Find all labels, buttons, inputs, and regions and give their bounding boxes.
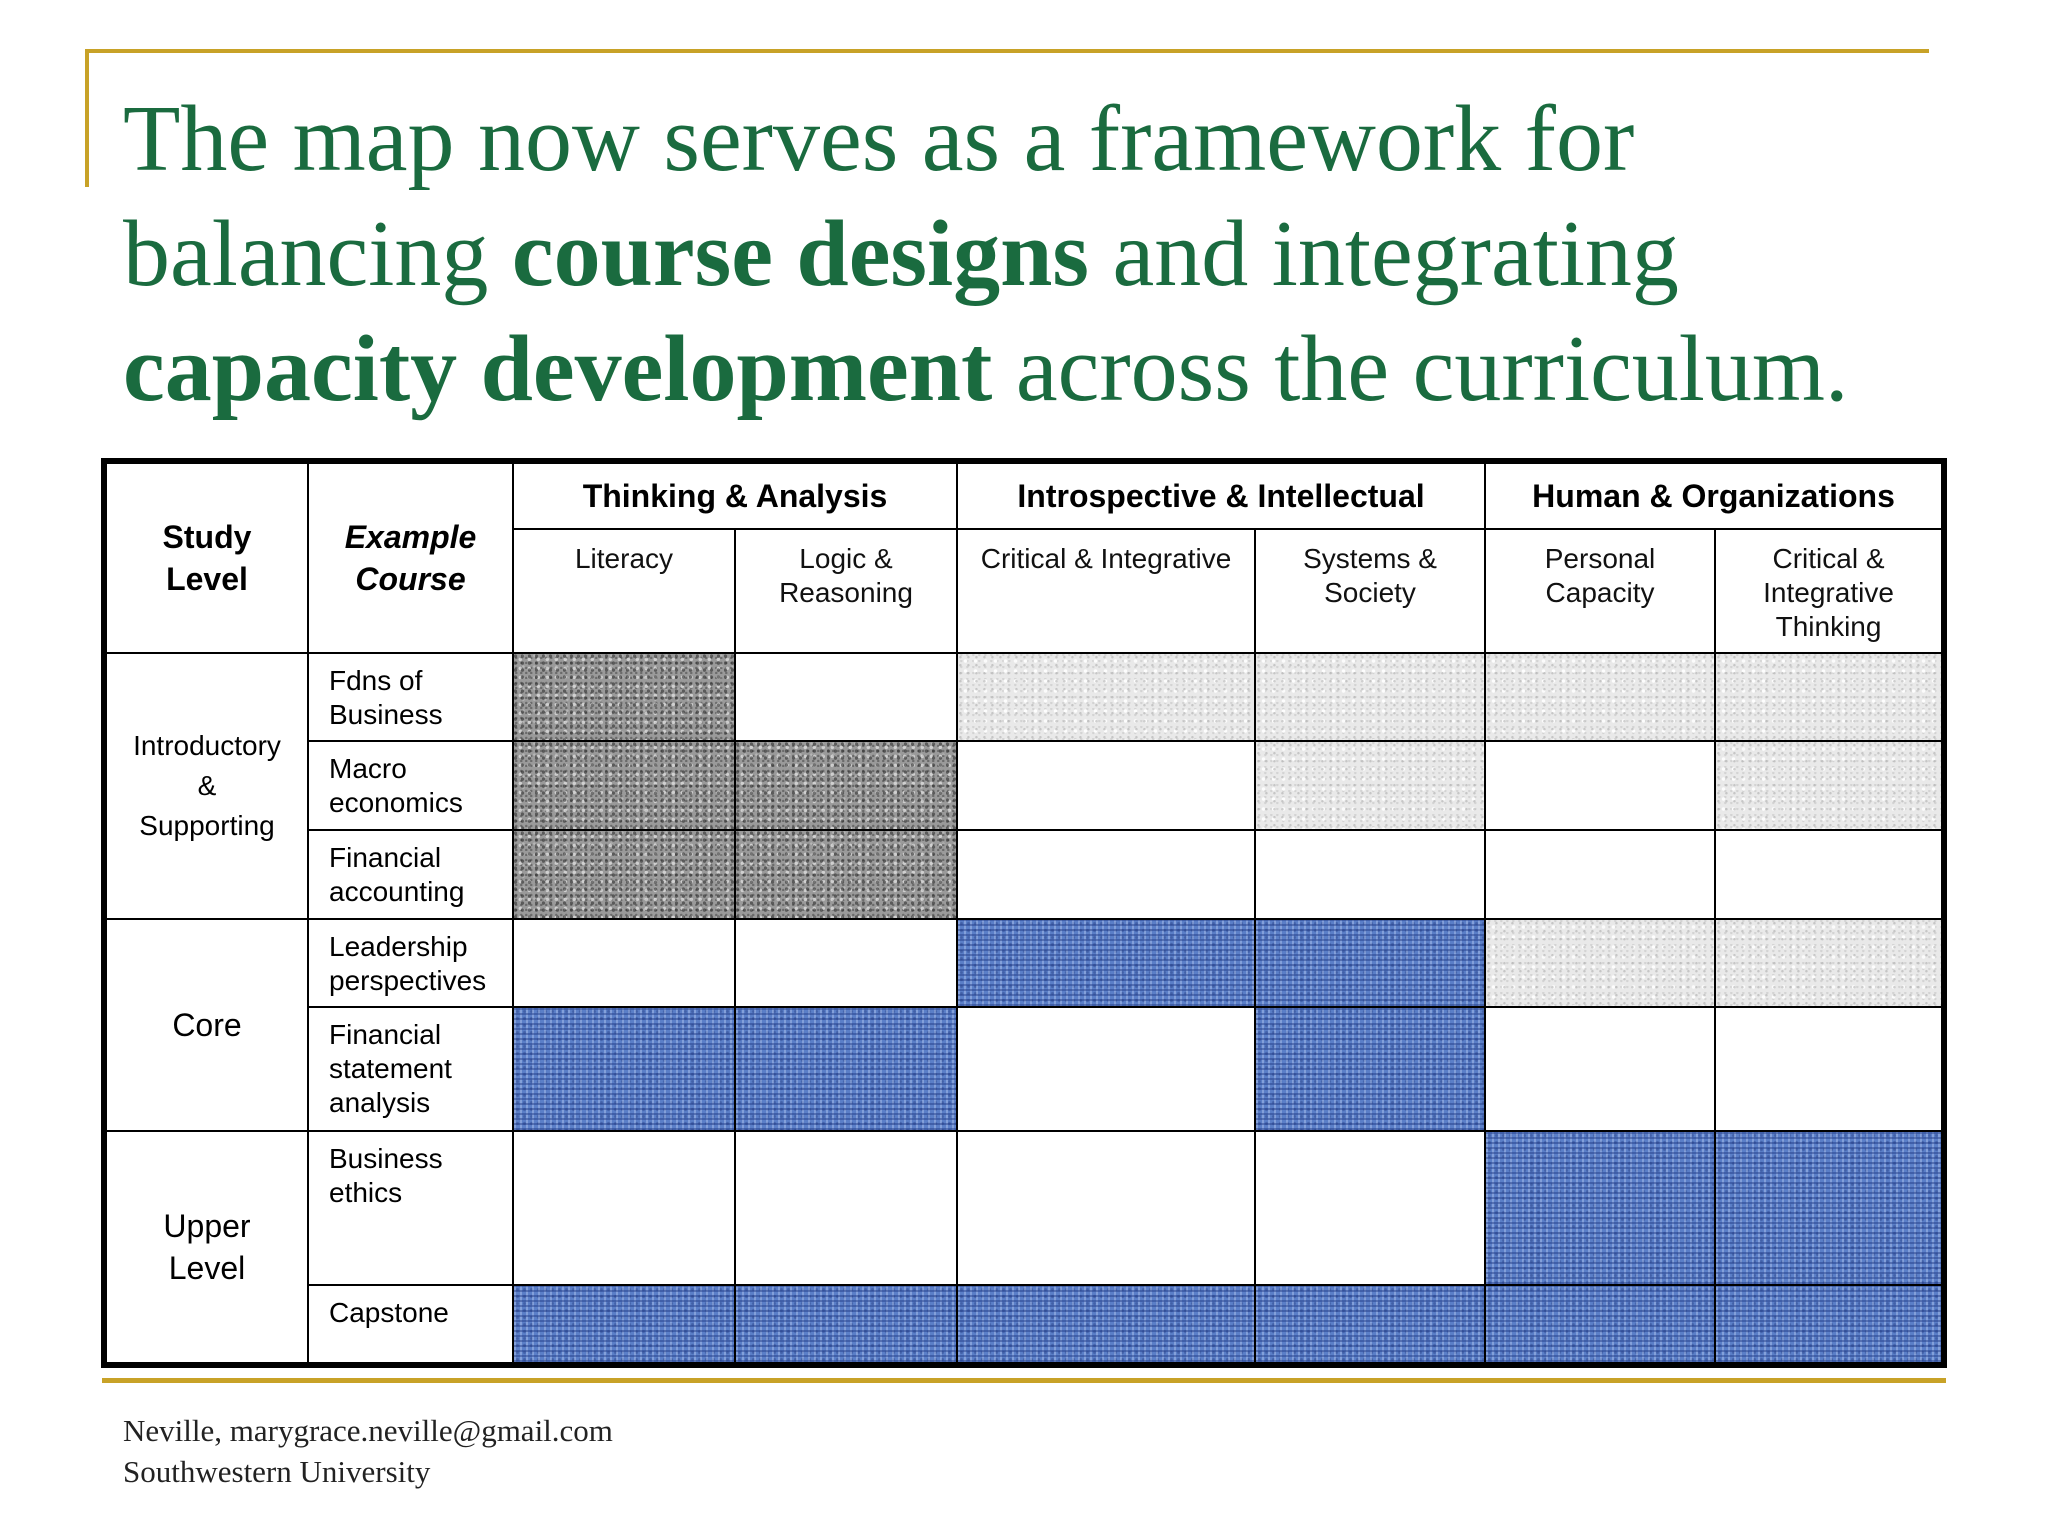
- map-cell-blue: [1715, 1285, 1944, 1365]
- group-thinking-analysis: Thinking & Analysis: [513, 461, 957, 529]
- level-upper: Upper Level: [104, 1131, 308, 1365]
- map-cell-empty: [1715, 830, 1944, 919]
- map-cell-blue: [735, 1007, 957, 1131]
- map-cell-empty: [735, 653, 957, 741]
- sub-logic-reasoning: Logic & Reasoning: [735, 529, 957, 653]
- course-financial-accounting: Financial accounting: [308, 830, 513, 919]
- map-cell-empty: [1485, 830, 1715, 919]
- table-row: [104, 1131, 1944, 1285]
- sub-critical-integrative: Critical & Integrative: [957, 529, 1255, 653]
- curriculum-map-table: [101, 458, 1947, 1368]
- map-cell-gray: [513, 830, 735, 919]
- title-line-1: The map now serves as a framework for: [123, 87, 1635, 191]
- course-financial-statement-analysis: Financial statement analysis: [308, 1007, 513, 1131]
- level-core: Core: [104, 919, 308, 1131]
- map-cell-light: [1485, 653, 1715, 741]
- course-business-ethics: Business ethics: [308, 1131, 513, 1285]
- top-gold-rule: [85, 49, 1929, 53]
- map-cell-gray: [513, 653, 735, 741]
- map-cell-blue: [1255, 1007, 1485, 1131]
- title-line-2-post: and integrating: [1089, 202, 1679, 306]
- footer-author: Neville, marygrace.neville@gmail.com: [123, 1413, 613, 1448]
- table-row: [104, 741, 1944, 829]
- map-cell-light: [1485, 919, 1715, 1007]
- sub-critical-integrative-thinking: Critical & Integrative Thinking: [1715, 529, 1944, 653]
- header-example-course: Example Course: [308, 461, 513, 653]
- map-cell-light: [1715, 919, 1944, 1007]
- map-cell-empty: [1255, 830, 1485, 919]
- table-row: [104, 1007, 1944, 1131]
- title-line-2: [123, 197, 1983, 312]
- title-line-2-pre: balancing: [123, 202, 512, 306]
- group-introspective-intellectual: Introspective & Intellectual: [957, 461, 1485, 529]
- map-cell-empty: [957, 1007, 1255, 1131]
- map-cell-empty: [1255, 1131, 1485, 1285]
- map-cell-blue: [1715, 1131, 1944, 1285]
- course-leadership-perspectives: Leadership perspectives: [308, 919, 513, 1007]
- map-cell-gray: [735, 741, 957, 829]
- map-cell-empty: [957, 830, 1255, 919]
- sub-systems-society: Systems & Society: [1255, 529, 1485, 653]
- table-row: [104, 830, 1944, 919]
- map-cell-empty: [513, 919, 735, 1007]
- map-cell-empty: [1485, 1007, 1715, 1131]
- footer-credit: [123, 1410, 613, 1492]
- sub-personal-capacity: Personal Capacity: [1485, 529, 1715, 653]
- map-cell-blue: [1485, 1285, 1715, 1365]
- map-cell-light: [1255, 653, 1485, 741]
- map-cell-blue: [1485, 1131, 1715, 1285]
- course-fdns-of-business: Fdns of Business: [308, 653, 513, 741]
- map-cell-empty: [735, 919, 957, 1007]
- bottom-gold-rule: [102, 1378, 1946, 1383]
- map-cell-blue: [1255, 919, 1485, 1007]
- group-human-organizations: Human & Organizations: [1485, 461, 1944, 529]
- table-row: [104, 919, 1944, 1007]
- map-cell-blue: [957, 1285, 1255, 1365]
- map-cell-blue: [1255, 1285, 1485, 1365]
- map-cell-gray: [735, 830, 957, 919]
- map-cell-light: [957, 653, 1255, 741]
- map-cell-light: [1715, 653, 1944, 741]
- title-line-3-post: across the curriculum.: [992, 317, 1849, 421]
- map-cell-gray: [513, 741, 735, 829]
- title-capacity-development: capacity development: [123, 317, 993, 421]
- map-cell-blue: [735, 1285, 957, 1365]
- course-macro-economics: Macro economics: [308, 741, 513, 829]
- map-cell-empty: [957, 1131, 1255, 1285]
- slide-title: [123, 82, 1983, 427]
- map-cell-empty: [1715, 1007, 1944, 1131]
- map-cell-empty: [735, 1131, 957, 1285]
- map-cell-light: [1715, 741, 1944, 829]
- course-capstone: Capstone: [308, 1285, 513, 1365]
- title-line-3: [123, 312, 1983, 427]
- level-introductory-supporting: Introductory & Supporting: [104, 653, 308, 919]
- footer-institution: Southwestern University: [123, 1454, 431, 1489]
- title-course-designs: course designs: [511, 202, 1089, 306]
- left-gold-rule: [85, 49, 89, 187]
- map-cell-blue: [513, 1007, 735, 1131]
- map-cell-blue: [957, 919, 1255, 1007]
- map-cell-empty: [513, 1131, 735, 1285]
- table-row: [104, 1285, 1944, 1365]
- sub-literacy: Literacy: [513, 529, 735, 653]
- map-cell-empty: [1485, 741, 1715, 829]
- map-cell-empty: [957, 741, 1255, 829]
- map-cell-blue: [513, 1285, 735, 1365]
- table-row: [104, 653, 1944, 741]
- map-cell-light: [1255, 741, 1485, 829]
- header-study-level: Study Level: [104, 461, 308, 653]
